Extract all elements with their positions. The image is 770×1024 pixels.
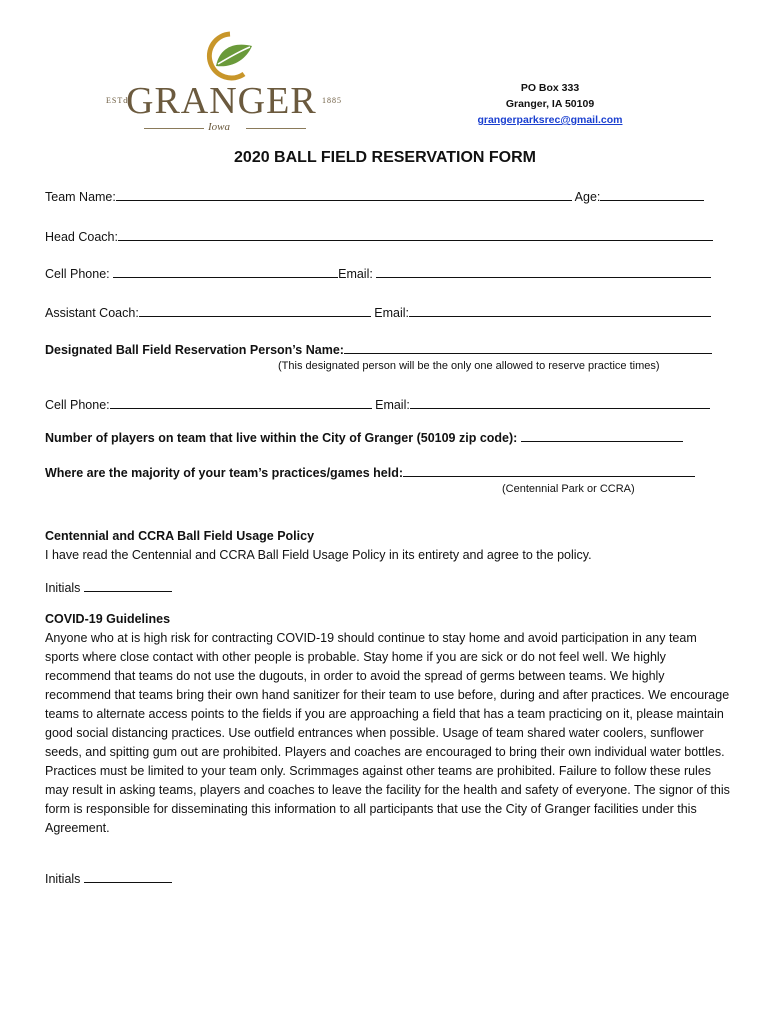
logo-year: 1885 (322, 96, 342, 105)
covid-guidelines-heading: COVID-19 Guidelines (45, 612, 171, 626)
practice-location-note: (Centennial Park or CCRA) (502, 483, 635, 495)
practice-location-row (45, 464, 695, 480)
logo-state: Iowa (208, 121, 230, 133)
head-coach-label: Head Coach: (45, 230, 118, 244)
granger-logo (104, 30, 344, 134)
assistant-coach-row (45, 304, 711, 320)
players-in-granger-field[interactable] (521, 429, 683, 442)
players-in-granger-row (45, 429, 683, 445)
covid-initials-field[interactable] (84, 870, 172, 883)
head-coach-field[interactable] (118, 228, 713, 241)
team-name-label: Team Name: (45, 190, 116, 204)
email-label-3: Email: (375, 398, 410, 412)
covid-initials-label: Initials (45, 872, 81, 886)
cell-phone-row-1 (45, 265, 711, 281)
address-line-1: PO Box 333 (520, 82, 580, 94)
contact-email-link[interactable]: grangerparksrec@gmail.com (477, 114, 623, 126)
email-field-1[interactable] (376, 265, 711, 278)
email-field-3[interactable] (410, 396, 710, 409)
age-label: Age: (574, 190, 601, 204)
designated-person-row (45, 341, 712, 357)
address-line-2: Granger, IA 50109 (505, 98, 595, 110)
email-field-2[interactable] (409, 304, 711, 317)
logo-rule-left (144, 128, 204, 129)
address-block (440, 80, 660, 128)
cell-phone-field-1[interactable] (113, 265, 338, 278)
designated-person-label: Designated Ball Field Reservation Person’s Name: (45, 343, 344, 357)
cell-phone-label-2: Cell Phone: (45, 398, 110, 412)
usage-policy-section (45, 527, 730, 565)
team-name-row (45, 188, 704, 204)
designated-person-note: (This designated person will be the only one allowed to reserve practice times) (278, 360, 660, 372)
cell-phone-label-1: Cell Phone: (45, 267, 110, 281)
covid-guidelines-section (45, 610, 730, 838)
cell-phone-row-2 (45, 396, 710, 412)
logo-rule-right (246, 128, 306, 129)
head-coach-row (45, 228, 713, 244)
cell-phone-field-2[interactable] (110, 396, 372, 409)
assistant-coach-label: Assistant Coach: (45, 306, 139, 320)
email-label-1: Email: (338, 267, 373, 281)
email-label-2: Email: (374, 306, 410, 320)
policy-initials-row (45, 579, 172, 595)
logo-wordmark: GRANGER (126, 80, 317, 122)
age-field[interactable] (600, 188, 704, 201)
designated-person-field[interactable] (344, 341, 712, 354)
practice-location-label: Where are the majority of your team’s practices/games held: (45, 466, 403, 480)
usage-policy-text: I have read the Centennial and CCRA Ball Field Usage Policy in its entirety and agree to the policy. (45, 548, 592, 562)
covid-guidelines-text: Anyone who at is high risk for contracting COVID-19 should continue to stay home and avoid participation in any team sports where close contact with other people is probable. Stay home if you are sick or do not feel well. We highly recommend that teams do not use the dugouts, in order to avoid the spread of germs between teams. We highly recommend that teams bring their own hand sanitizer for their team to use before, during and after practices. We encourage teams to alternate access points to the fields if you are approaching a field that has a team practicing on it, please maintain good social distancing practices. Use outfield entrances when possible. Usage of team shared water coolers, sunflower seeds, and spitting gum out are prohibited. Players and coaches are encouraged to bring their own individual water bottles. Practices must be limited to your team only. Scrimmages against other teams are prohibited. Failure to follow these rules may result in asking teams, players and coaches to leave the facility for the health and safety of everyone. The signor of this form is responsible for disseminating this information to all participants that use the City of Granger facilities under this Agreement. (45, 631, 730, 835)
policy-initials-field[interactable] (84, 579, 172, 592)
players-in-granger-label: Number of players on team that live within the City of Granger (50109 zip code): (45, 431, 518, 445)
logo-est-label: ESTd (106, 96, 129, 105)
practice-location-field[interactable] (403, 464, 695, 477)
form-title: 2020 BALL FIELD RESERVATION FORM (234, 149, 536, 166)
covid-initials-row (45, 870, 172, 886)
policy-initials-label: Initials (45, 581, 81, 595)
usage-policy-heading: Centennial and CCRA Ball Field Usage Policy (45, 529, 315, 543)
team-name-field[interactable] (116, 188, 572, 201)
assistant-coach-field[interactable] (139, 304, 371, 317)
